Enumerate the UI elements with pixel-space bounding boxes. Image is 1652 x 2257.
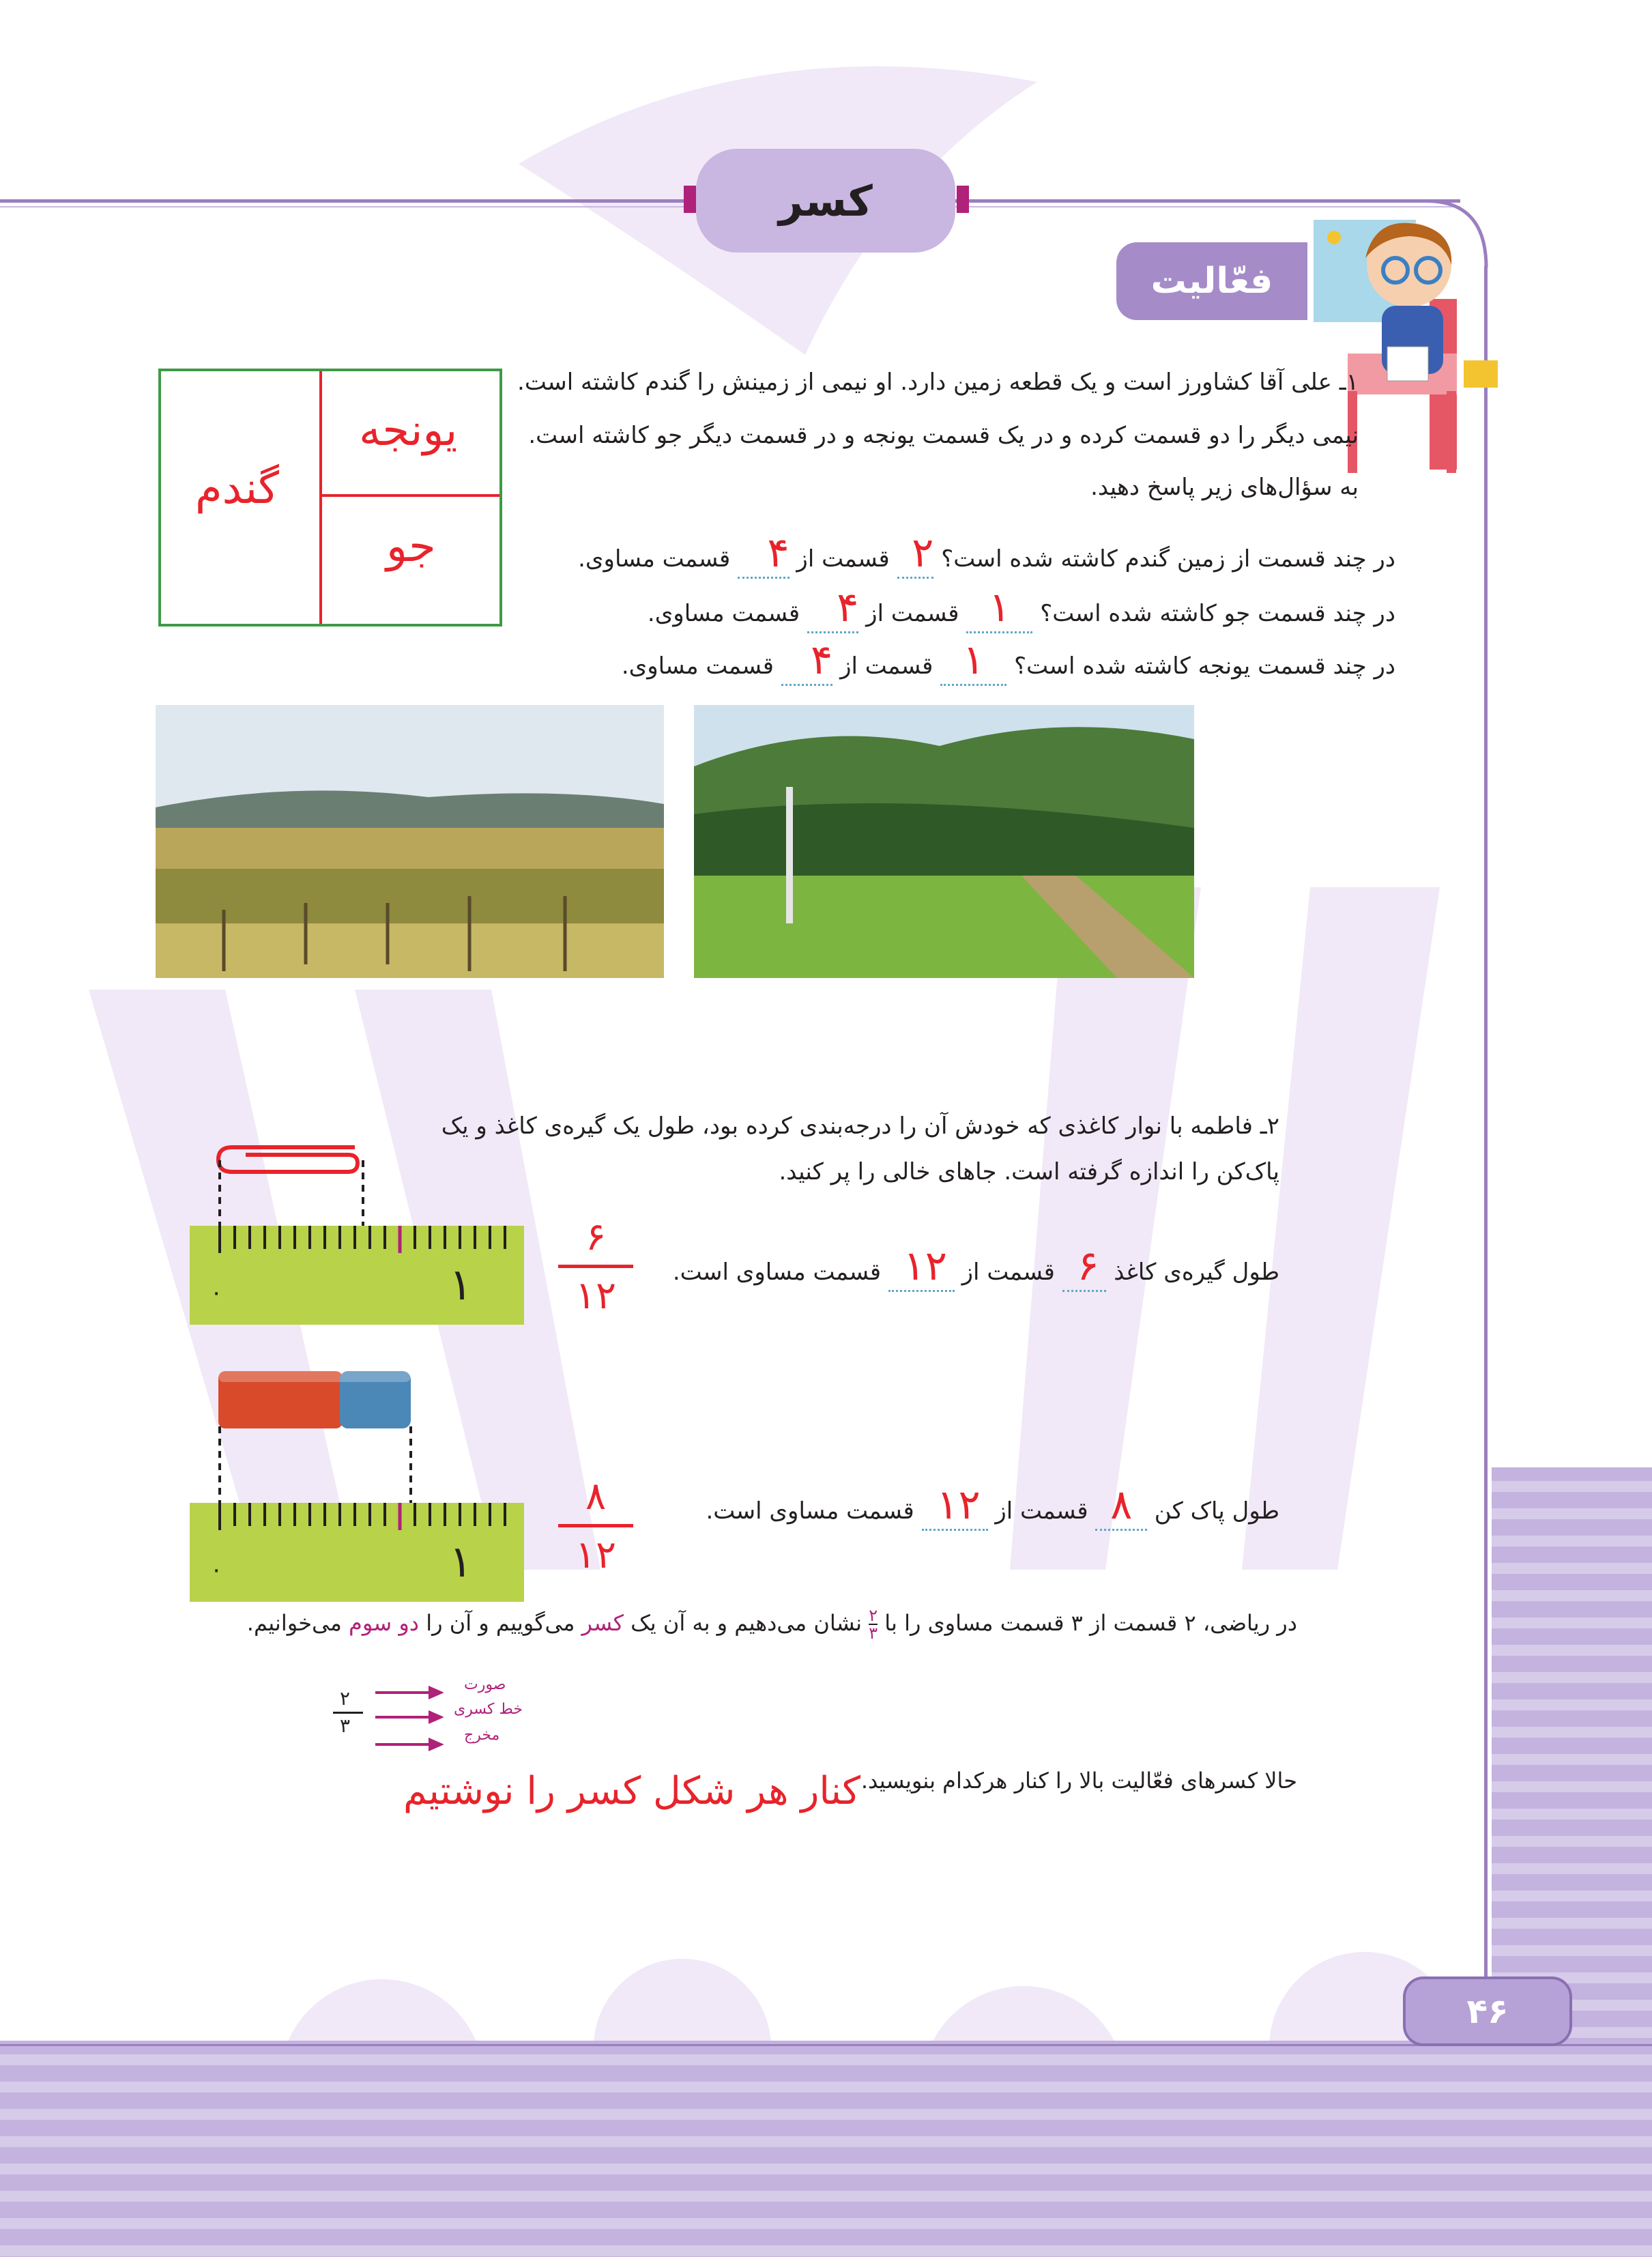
eraser-image <box>217 1368 415 1431</box>
q1-row-alfalfa-end: قسمت مساوی. <box>621 652 774 680</box>
fraction-legend <box>321 1672 532 1754</box>
q2-eraser-prefix: طول پاک کن <box>1154 1497 1279 1525</box>
eraser-fraction-numerator: ۸ <box>585 1474 607 1519</box>
title-right-dot <box>957 186 969 213</box>
math-note-fraction-den: ۳ <box>869 1624 878 1643</box>
q1-row-wheat-blank-1[interactable] <box>897 529 934 579</box>
q1-row-alfalfa-question: در چند قسمت یونجه کاشته شده است؟ <box>1014 652 1395 680</box>
frame-bottom-line <box>0 2044 1652 2046</box>
q1-row-wheat-blank-2[interactable] <box>738 529 789 579</box>
ruler-clip <box>190 1226 524 1325</box>
clip-fraction <box>558 1215 633 1318</box>
q1-intro-line-2: نیمی دیگر را دو قسمت کرده و در یک قسمت یونجه و در قسمت دیگر جو کاشته است. <box>528 422 1359 449</box>
q2-intro-line-2: پاک‌کن را اندازه گرفته است. جاهای خالی را پر کنید. <box>779 1158 1279 1185</box>
q1-row-alfalfa-answer: ۱ <box>962 636 985 684</box>
eraser-fraction <box>558 1474 633 1577</box>
math-note-part-4: می‌خوانیم. <box>246 1610 342 1636</box>
q1-row-barley-total: ۴ <box>837 584 859 631</box>
q2-eraser-blank-1[interactable] <box>1095 1481 1146 1531</box>
q2-clip-answer: ۶ <box>1077 1242 1099 1290</box>
legend-denominator-digit: ۳ <box>340 1714 351 1737</box>
field-photo-left <box>156 705 664 978</box>
q2-clip-of: قسمت از <box>961 1259 1055 1286</box>
ruler-eraser-one: ۱ <box>449 1537 473 1587</box>
math-note-fraction <box>869 1607 878 1641</box>
ruler-clip-one: ۱ <box>449 1260 473 1310</box>
legend-numerator-label: صورت <box>464 1676 506 1693</box>
handwritten-answer: کنار هر شکل کسر را نوشتیم <box>403 1769 860 1813</box>
q1-row-barley <box>648 584 1395 633</box>
ruler-eraser-zero: ۰ <box>210 1556 223 1583</box>
q2-eraser-answer: ۸ <box>1110 1481 1133 1529</box>
q1-intro-line-3: به سؤال‌های زیر پاسخ دهید. <box>1090 474 1359 501</box>
q2-clip-end: قسمت مساوی است. <box>672 1259 882 1286</box>
q1-row-alfalfa-blank-1[interactable] <box>940 636 1006 686</box>
q1-intro-line-1: ۱ـ علی آقا کشاورز است و یک قطعه زمین دارد. او نیمی از زمینش را گندم کاشته است. <box>517 369 1359 396</box>
q1-row-barley-of: قسمت از <box>866 600 959 627</box>
eraser-guide-lines <box>205 1426 423 1515</box>
math-note-part-1: در ریاضی، ۲ قسمت از ۳ قسمت مساوی را با <box>884 1610 1297 1636</box>
q1-row-barley-blank-1[interactable] <box>966 584 1032 633</box>
eraser-fraction-bar <box>558 1524 633 1527</box>
q1-row-wheat-end: قسمت مساوی. <box>578 545 731 573</box>
side-stripes <box>1492 1467 1652 2041</box>
q2-clip-sentence <box>673 1242 1279 1292</box>
q1-row-wheat-question: در چند قسمت از زمین گندم کاشته شده است؟ <box>941 545 1395 573</box>
clip-fraction-denominator: ۱۲ <box>575 1274 617 1318</box>
q2-eraser-of: قسمت از <box>995 1497 1088 1525</box>
field-horizontal-divider <box>319 494 499 497</box>
footer-stripes <box>0 2041 1652 2257</box>
math-note-fraction-num: ۲ <box>869 1606 878 1625</box>
q1-row-alfalfa-blank-2[interactable] <box>781 636 832 686</box>
clip-fraction-bar <box>558 1265 633 1268</box>
legend-arrows <box>375 1679 444 1754</box>
q1-row-barley-question: در چند قسمت جو کاشته شده است؟ <box>1040 600 1395 627</box>
q2-intro-line-1: ۲ـ فاطمه با نوار کاغذی که خودش آن را درجه‌بندی کرده بود، طول یک گیره‌ی کاغذ و یک <box>441 1112 1279 1140</box>
q2-clip-total: ۱۲ <box>903 1242 948 1290</box>
field-label-barley: جو <box>386 521 436 572</box>
q2-eraser-end: قسمت مساوی است. <box>706 1497 914 1525</box>
ruler-eraser-ticks <box>190 1503 524 1602</box>
ruler-clip-zero: ۰ <box>210 1279 223 1306</box>
q1-row-barley-answer: ۱ <box>988 584 1011 631</box>
legend-numerator-digit: ۲ <box>340 1687 351 1710</box>
field-label-alfalfa: یونجه <box>359 405 458 456</box>
q1-row-alfalfa-total: ۴ <box>811 636 833 684</box>
math-note <box>247 1607 1297 1641</box>
page-title: کسر <box>696 149 955 253</box>
q1-row-wheat-answer: ۲ <box>912 529 934 577</box>
ruler-clip-ticks <box>190 1226 524 1325</box>
clip-fraction-numerator: ۶ <box>585 1215 607 1259</box>
legend-line-label: خط کسری <box>454 1701 523 1718</box>
q1-row-barley-blank-2[interactable] <box>807 584 858 633</box>
final-instruction: حالا کسرهای فعّالیت بالا را کنار هرکدام بنویسید. <box>860 1768 1297 1794</box>
q1-row-alfalfa-of: قسمت از <box>840 652 933 680</box>
q1-row-barley-end: قسمت مساوی. <box>647 600 800 627</box>
ruler-eraser <box>190 1503 524 1602</box>
math-note-do-som: دو سوم <box>349 1610 420 1636</box>
q1-row-wheat-of: قسمت از <box>796 545 890 573</box>
field-diagram <box>158 369 502 627</box>
q1-row-alfalfa <box>622 636 1395 686</box>
math-note-kasr: کسر <box>581 1610 624 1636</box>
activity-tab: فعّالیت <box>1116 242 1307 320</box>
title-left-dot <box>684 186 696 213</box>
q2-clip-blank-1[interactable] <box>1062 1242 1107 1292</box>
math-note-part-2: نشان می‌دهیم و به آن یک <box>631 1610 863 1636</box>
q2-clip-blank-2[interactable] <box>888 1242 955 1292</box>
frame-right-line <box>1484 266 1488 2044</box>
q2-clip-prefix: طول گیره‌ی کاغذ <box>1114 1259 1279 1286</box>
eraser-fraction-denominator: ۱۲ <box>575 1533 617 1577</box>
q2-eraser-sentence <box>706 1481 1279 1531</box>
field-vertical-divider <box>319 371 322 624</box>
q1-row-wheat <box>578 529 1395 579</box>
legend-denominator-label: مخرج <box>464 1727 500 1744</box>
q2-eraser-total: ۱۲ <box>936 1481 981 1529</box>
q2-eraser-blank-2[interactable] <box>922 1481 988 1531</box>
field-photo-right <box>694 705 1194 978</box>
q1-row-wheat-total: ۴ <box>767 529 789 577</box>
field-label-wheat: گندم <box>195 463 279 514</box>
legend-fraction-bar <box>333 1712 363 1714</box>
page-number: ۴۶ <box>1403 1976 1572 2046</box>
math-note-part-3: می‌گوییم و آن را <box>426 1610 575 1636</box>
